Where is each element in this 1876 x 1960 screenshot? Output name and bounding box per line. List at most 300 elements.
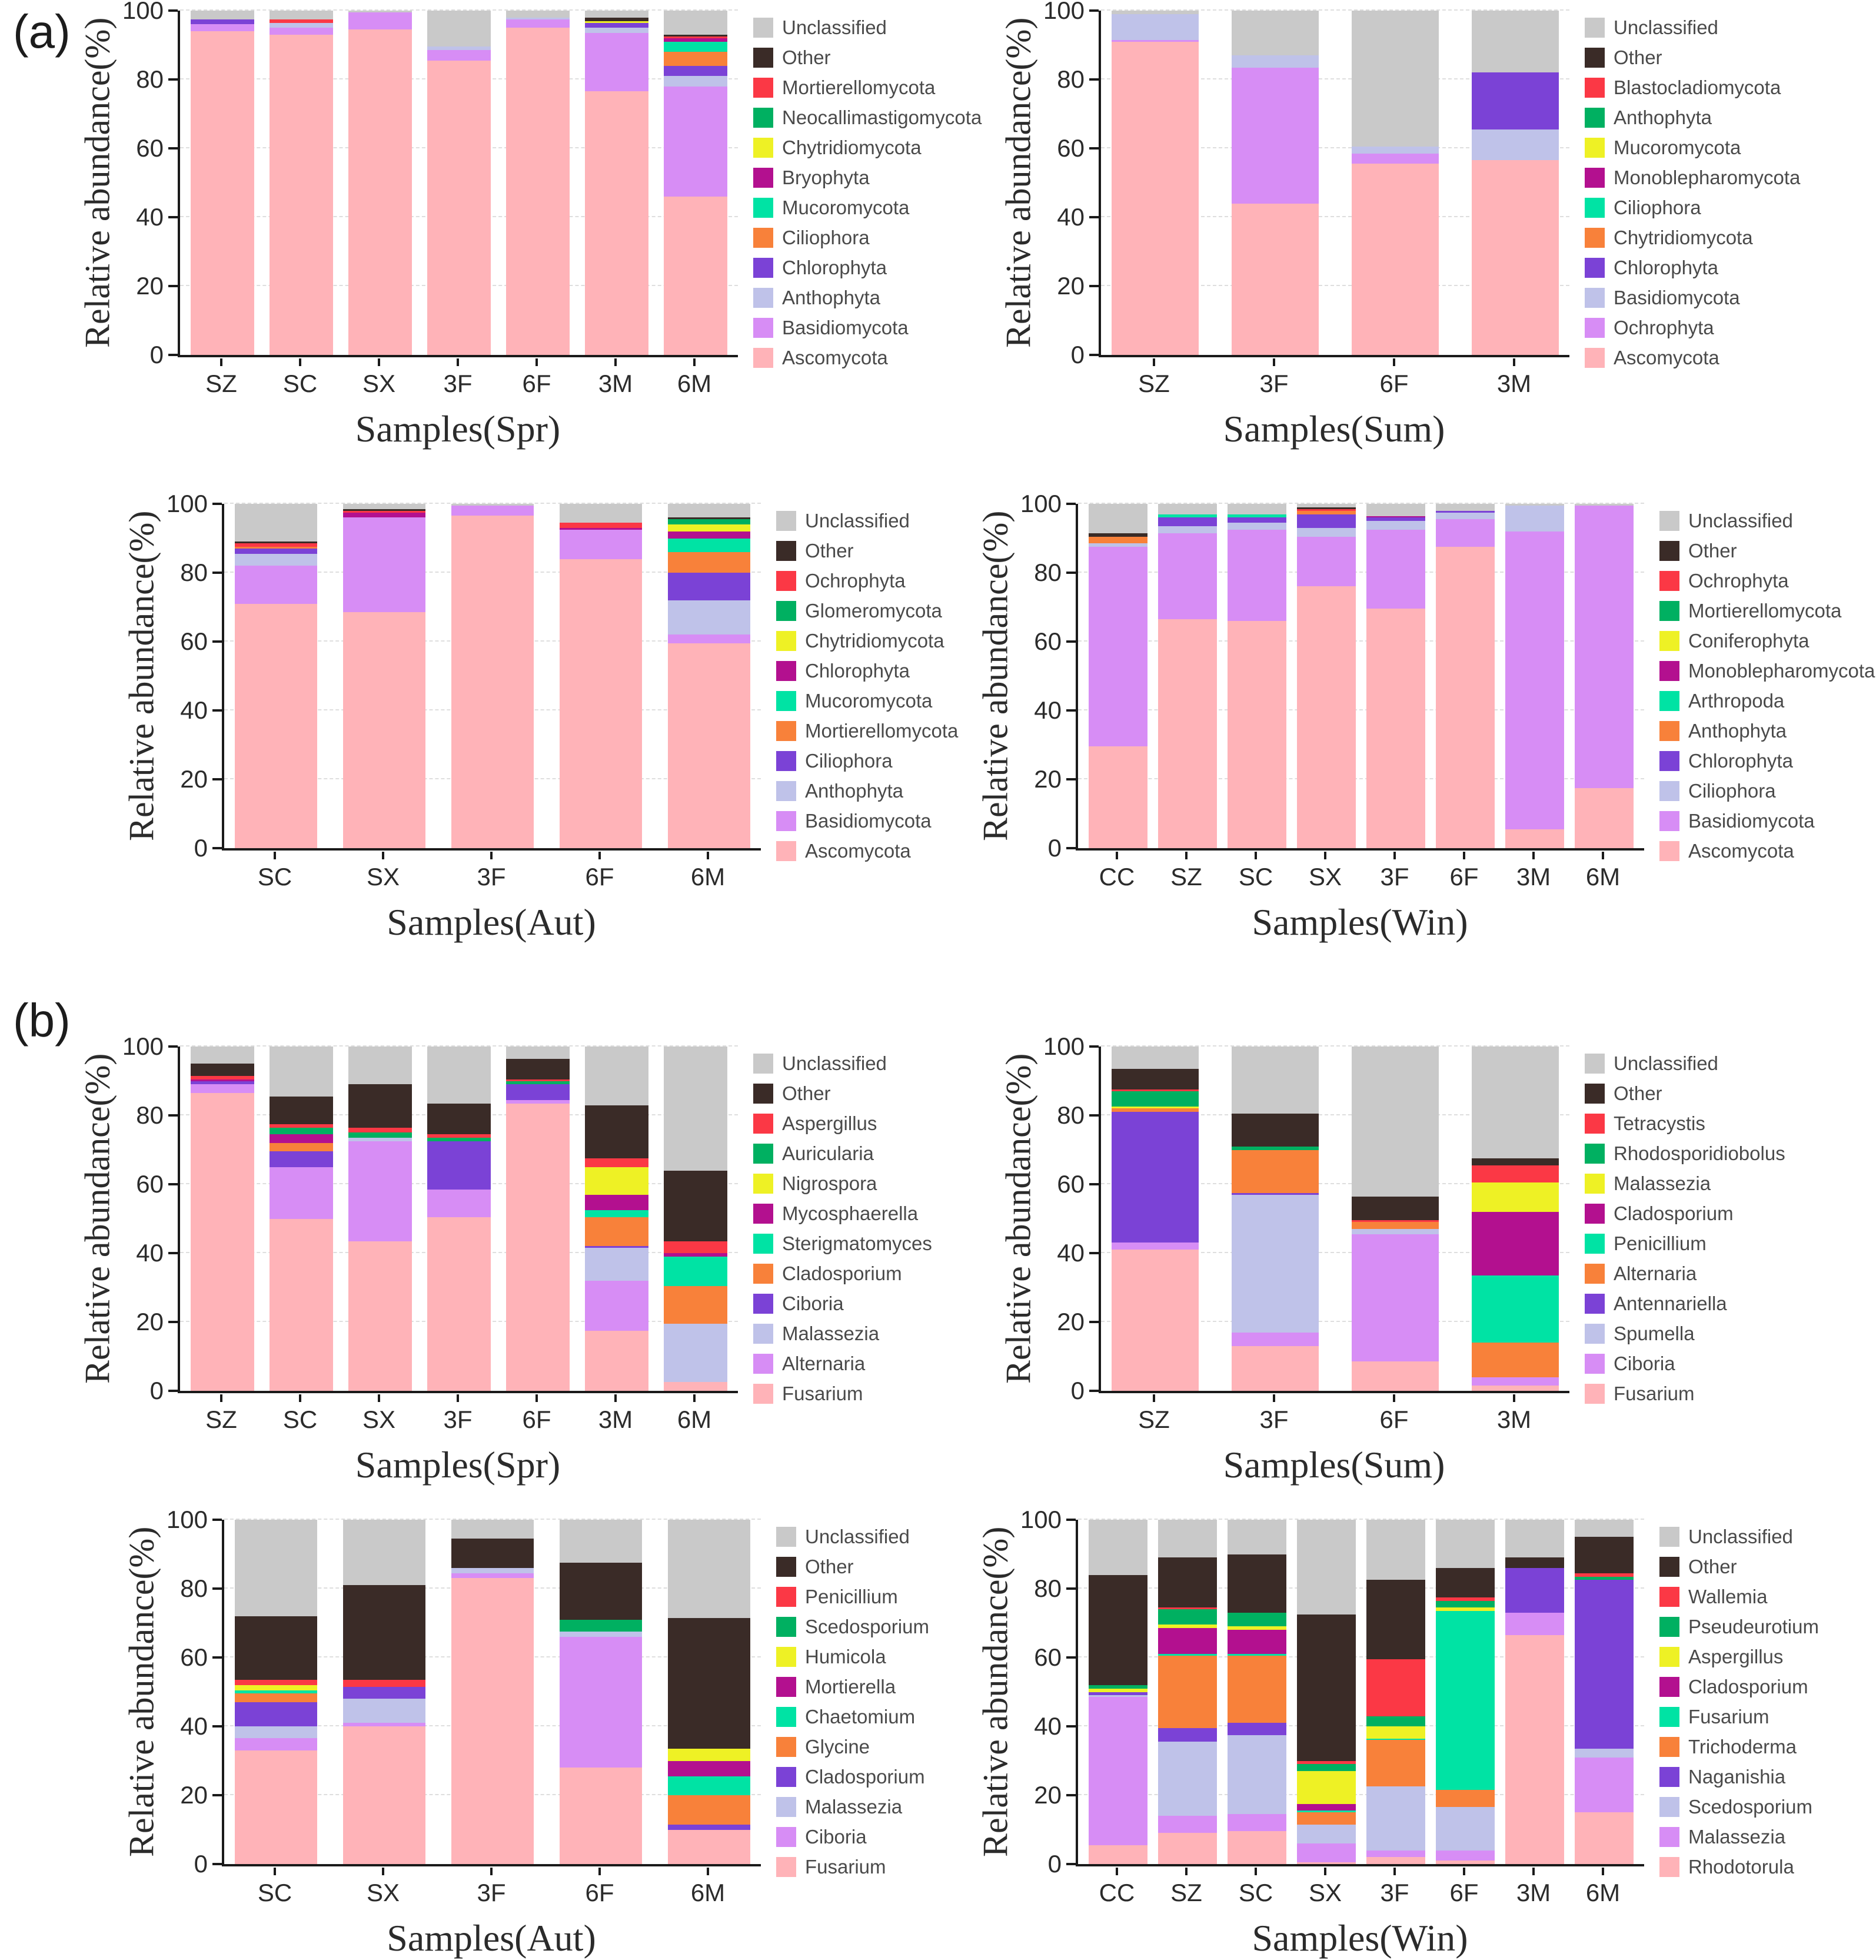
segment-rhodotorula [1228,1831,1286,1864]
y-tick-mark [168,1045,178,1048]
bar-SZ [1112,1047,1199,1391]
stacked-bar-chart-spring-genus [76,1032,977,1487]
legend-item-aspergillus [1659,1646,1876,1668]
segment-cladosporium [1158,1628,1217,1654]
x-tick-label-6M: 6M [663,1394,726,1434]
segment-ascomycota [1505,829,1564,848]
legend-swatch [753,78,773,98]
legend-label: Mortierellomycota [1688,600,1842,622]
x-tick-label-SX: SX [342,852,424,891]
x-tick-label-3M: 3M [584,1394,647,1434]
bar-6M [1575,1520,1634,1864]
y-tick-mark [168,1183,178,1185]
legend [1659,510,1876,862]
legend-label: Ascomycota [782,347,888,368]
segment-ciboria [506,1084,570,1099]
segment-penicillium [1472,1275,1559,1343]
legend-swatch [1585,1294,1605,1314]
legend-label: Other [1688,1556,1737,1577]
legend-swatch [1659,1797,1679,1817]
legend-label: Fusarium [1688,1706,1769,1728]
segment-ascomycota [585,91,648,355]
segment-unclassified [427,11,491,46]
bar-CC [1089,504,1147,848]
segment-unclassified [235,1520,317,1616]
segment-unclassified [235,504,317,542]
segment-unclassified [1436,504,1495,511]
segment-spumella [1232,1195,1319,1333]
legend-label: Other [805,1556,854,1577]
segment-ascomycota [506,28,570,355]
y-tick-label: 80 [1057,1101,1085,1129]
legend-item-antennariella [1585,1293,1808,1315]
legend-label: Basidiomycota [805,810,932,832]
x-axis-title: Samples(Aut) [387,901,596,943]
legend-label: Mucoromycota [1614,137,1741,158]
x-axis-title: Samples(Aut) [387,1917,596,1959]
legend-item-ascomycota [776,840,1000,862]
legend-item-glomeromycota [776,600,1000,622]
legend-swatch [776,1857,796,1877]
y-tick-label: 40 [180,1712,208,1740]
segment-glycine [235,1693,317,1702]
segment-other [1232,1114,1319,1147]
bar-3F [451,504,534,848]
legend-item-ochrophyta [1585,317,1808,339]
segment-basidiomycota [1472,129,1559,161]
legend-item-ciliophora [753,227,977,249]
segment-ciboria [1232,1333,1319,1346]
y-axis-title: Relative abundance(%) [122,510,161,842]
x-tick-label-3M: 3M [1504,852,1563,891]
segment-ochrophyta [560,523,642,528]
segment-fusarium [506,1104,570,1391]
segment-unclassified [506,1047,570,1058]
segment-rhodotorula [1158,1833,1217,1864]
y-axis [119,1032,178,1404]
segment-unclassified [1228,1520,1286,1554]
segment-scedosporium [560,1620,642,1632]
legend-item-chytridiomycota [1585,227,1808,249]
legend-label: Monoblepharomycota [1688,660,1875,682]
legend-item-mucoromycota [753,197,977,219]
legend-item-mucoromycota [776,690,1000,712]
y-tick-label: 20 [136,272,164,300]
x-tick-label-6F: 6F [1435,1868,1494,1907]
bar-SX [343,1520,425,1864]
legend-label: Arthropoda [1688,690,1785,712]
y-tick-0 [1071,1377,1099,1405]
x-tick-label-6M: 6M [663,358,726,398]
legend [1585,16,1808,369]
segment-trichoderma [1366,1740,1425,1786]
segment-other [1505,1557,1564,1568]
bar-SZ [191,1047,254,1391]
y-tick-80 [136,65,178,94]
bar-SX [348,11,412,355]
segment-naganishia [1158,1728,1217,1742]
y-tick-label: 60 [1057,1170,1085,1198]
segment-unclassified [1158,504,1217,514]
segment-basidiomycota [427,50,491,61]
x-tick-label-3F: 3F [450,1868,533,1907]
y-tick-mark [168,147,178,150]
y-tick-label: 0 [1070,341,1085,368]
legend-swatch [776,1737,796,1757]
segment-aspergillus [1297,1771,1356,1804]
y-tick-80 [180,1574,222,1603]
legend-label: Unclassified [1688,1526,1793,1547]
legend-label: Rhodosporidiobolus [1614,1142,1785,1164]
legend-label: Alternaria [1614,1263,1697,1284]
legend-swatch [1659,1617,1679,1637]
x-tick-label-SZ: SZ [1157,1868,1216,1907]
y-tick-label: 100 [1043,0,1085,24]
segment-mortierella [668,1761,750,1776]
legend-label: Trichoderma [1688,1736,1797,1758]
legend-swatch [1585,1144,1605,1164]
legend-swatch [776,661,796,681]
segment-chlorophyta [668,531,750,539]
legend-label: Rhodotorula [1688,1856,1794,1878]
y-tick-label: 60 [1034,1643,1062,1671]
segment-trichoderma [1297,1812,1356,1824]
bar-3M [585,11,648,355]
y-tick-label: 80 [1034,1574,1062,1602]
y-tick-label: 40 [1057,203,1085,231]
x-tick-labels [1077,1868,1643,1907]
y-tick-label: 100 [166,1506,208,1533]
y-tick-label: 0 [149,1377,164,1404]
legend [753,16,982,369]
segment-unclassified [270,11,333,19]
y-tick-label: 40 [1034,1712,1062,1740]
legend-item-other [1659,1556,1876,1578]
legend-swatch [1585,1234,1605,1254]
y-tick-60 [136,134,178,162]
segment-malassezia [1158,1816,1217,1833]
legend-item-other [1585,1082,1808,1105]
legend-label: Unclassified [805,510,910,531]
legend-label: Chlorophyta [1688,750,1793,772]
y-tick-mark [1066,572,1076,574]
segment-ciliophora [1158,526,1217,533]
legend-swatch [753,1234,773,1254]
plot-area [178,11,738,357]
segment-sterigmatomyces [585,1210,648,1217]
bar-SC [235,1520,317,1864]
x-axis-title: Samples(Spr) [355,408,561,450]
plot-area [222,504,761,851]
segment-spumella [1352,1229,1439,1234]
segment-rhodotorula [1575,1812,1634,1864]
y-tick-60 [136,1170,178,1198]
segment-ascomycota [1297,586,1356,848]
y-tick-80 [136,1101,178,1130]
segment-unclassified [664,1047,727,1171]
legend-label: Chytridiomycota [782,137,922,158]
legend-label: Anthophyta [805,780,903,802]
legend-item-cladosporium [1585,1202,1808,1225]
segment-chlorophyta [191,19,254,25]
legend-swatch [776,631,796,651]
segment-scedosporium [1158,1742,1217,1816]
segment-other [451,1539,534,1568]
plot-area [1076,504,1644,851]
legend-label: Naganishia [1688,1766,1786,1788]
legend-label: Chlorophyta [1614,257,1718,278]
segment-fusarium [191,1093,254,1391]
y-tick-mark [212,1587,222,1590]
legend-label: Anthophyta [1688,720,1787,742]
legend-item-wallemia [1659,1586,1876,1608]
segment-cladosporium [270,1143,333,1152]
y-tick-label: 40 [1034,696,1062,724]
y-tick-label: 80 [136,65,164,93]
legend-item-chlorophyta [753,257,977,279]
segment-ciliophora [668,573,750,600]
segment-basidiomycota [191,24,254,31]
segment-alternaria [427,1190,491,1217]
legend-swatch [1659,631,1679,651]
legend-swatch [1585,1174,1605,1194]
legend-item-ascomycota [1659,840,1876,862]
y-tick-100 [122,0,178,25]
legend-label: Sterigmatomyces [782,1233,932,1254]
y-tick-label: 0 [149,341,164,368]
segment-ascomycota [1352,164,1439,355]
legend-swatch [776,1647,796,1667]
segment-auricularia [270,1128,333,1135]
bar-SC [1228,1520,1286,1864]
legend-item-pseudeurotium [1659,1616,1876,1638]
y-tick-0 [150,341,178,369]
legend-label: Mortierellomycota [805,720,959,742]
segment-unclassified [1228,504,1286,514]
legend-label: Chytridiomycota [1614,227,1753,248]
segment-anthophyta [235,554,317,566]
legend-item-mycosphaerella [753,1202,977,1225]
legend-swatch [753,18,773,38]
y-tick-40 [1057,203,1099,231]
x-tick-label-SC: SC [268,358,332,398]
segment-trichoderma [1228,1656,1286,1723]
x-tick-labels [1100,358,1568,398]
legend-item-mortierellomycota [776,720,1000,742]
y-tick-40 [136,1239,178,1267]
y-tick-mark [1089,9,1099,12]
legend-label: Aspergillus [1688,1646,1784,1667]
segment-alternaria [1352,1222,1439,1229]
legend-item-unclassified [776,510,1000,532]
bar-SZ [1158,504,1217,848]
legend-item-chytridiomycota [776,630,1000,652]
bar-6F [506,1047,570,1391]
legend-label: Cladosporium [782,1263,902,1284]
legend-item-ciliophora [1585,197,1808,219]
segment-unclassified [585,11,648,18]
segment-ascomycota [1575,788,1634,848]
y-tick-mark [212,1863,222,1865]
y-tick-80 [1034,1574,1076,1603]
x-tick-label-SZ: SZ [1110,1394,1198,1434]
legend-item-glycine [776,1736,1000,1758]
segment-other [668,1618,750,1749]
bar-3F [1366,1520,1425,1864]
segment-humicola [235,1685,317,1690]
y-tick-0 [1048,834,1076,862]
legend-item-scedosporium [776,1616,1000,1638]
legend-item-unclassified [753,1052,977,1075]
y-tick-0 [194,834,222,862]
legend-label: Tetracystis [1614,1112,1705,1134]
segment-basidiomycota [1366,530,1425,609]
y-axis-title: Relative abundance(%) [999,1053,1038,1384]
segment-rhodotorula [1089,1845,1147,1864]
legend-swatch [1659,691,1679,711]
legend-swatch [753,1204,773,1224]
segment-ascomycota [427,61,491,355]
segment-unclassified [1575,1520,1634,1537]
legend-label: Ciliophora [1688,780,1776,802]
bar-3F [427,1047,491,1391]
y-tick-40 [180,696,222,725]
legend-label: Basidiomycota [1688,810,1815,832]
legend-label: Fusarium [1614,1383,1695,1404]
x-tick-label-6F: 6F [505,358,568,398]
segment-ascomycota [1228,621,1286,848]
legend-item-blastocladiomycota [1585,77,1808,99]
segment-basidiomycota [506,19,570,28]
legend-label: Pseudeurotium [1688,1616,1819,1637]
legend-item-other [753,1082,977,1105]
legend-swatch [776,1587,796,1607]
legend-swatch [1659,1737,1679,1757]
segment-rhodosporidiobolus [1112,1091,1199,1107]
segment-basidiomycota [235,566,317,603]
legend-label: Humicola [805,1646,886,1667]
legend-label: Fusarium [805,1856,886,1878]
y-axis [1017,490,1076,862]
legend-swatch [1659,1677,1679,1697]
y-tick-mark [1066,847,1076,849]
legend-label: Ciboria [805,1826,867,1848]
bar-6M [668,504,750,848]
segment-anthophyta [668,600,750,635]
y-tick-label: 80 [1057,65,1085,93]
x-tick-label-SZ: SZ [1110,358,1198,398]
segment-malassezia [585,1248,648,1281]
segment-alternaria [191,1084,254,1093]
segment-rhodotorula [1297,1862,1356,1864]
y-axis [163,1506,222,1878]
legend-swatch [776,541,796,561]
segment-humicola [668,1749,750,1760]
legend-item-cladosporium [753,1263,977,1285]
legend-swatch [776,1557,796,1577]
legend-swatch [776,571,796,591]
segment-rhodotorula [1505,1635,1564,1864]
y-tick-mark [1066,709,1076,712]
legend-swatch [1659,811,1679,831]
legend-item-fusarium [1585,1383,1808,1405]
legend-item-ascomycota [1585,347,1808,369]
legend-swatch [1585,108,1605,128]
segment-unclassified [1505,1520,1564,1557]
segment-other [1112,1069,1199,1089]
bar-SC [1228,504,1286,848]
segment-penicillium [235,1680,317,1685]
y-tick-40 [180,1712,222,1740]
legend-label: Basidiomycota [1614,287,1740,308]
segment-ascomycota [343,612,425,848]
legend-item-penicillium [776,1586,1000,1608]
bar-SC [270,1047,333,1391]
segment-unclassified [506,11,570,18]
segment-pseudeurotium [1436,1601,1495,1608]
segment-basidiomycota [1575,506,1634,788]
legend-swatch [753,168,773,188]
y-tick-mark [1089,1252,1099,1254]
bar-SC [270,11,333,355]
segment-cladosporium [343,1687,425,1699]
segment-malassezia [451,1568,534,1573]
y-tick-mark [168,216,178,218]
segment-malassezia [1472,1182,1559,1212]
bar-6M [664,1047,727,1391]
segment-malassezia [1436,1851,1495,1861]
segment-unclassified [427,1047,491,1104]
x-tick-label-6F: 6F [1351,358,1438,398]
legend-label: Ascomycota [805,840,911,862]
legend-label: Mortierellomycota [782,77,936,98]
y-tick-mark [212,1656,222,1659]
legend-swatch [1585,168,1605,188]
y-tick-mark [1066,1587,1076,1590]
legend-swatch [753,1294,773,1314]
legend-label: Other [805,540,854,562]
legend-label: Chaetomium [805,1706,916,1728]
legend-swatch [753,1144,773,1164]
segment-unclassified [668,1520,750,1618]
y-tick-100 [1020,490,1076,518]
y-tick-mark [1066,640,1076,643]
x-tick-label-3F: 3F [1230,1394,1318,1434]
y-axis [1017,1506,1076,1878]
segment-penicillium [343,1680,425,1687]
legend-swatch [753,228,773,248]
segment-malassezia [1297,1843,1356,1862]
bar-3F [451,1520,534,1864]
y-tick-100 [167,490,222,518]
legend-item-tetracystis [1585,1112,1808,1135]
y-tick-60 [1034,627,1076,656]
segment-other [1352,1197,1439,1221]
y-tick-label: 60 [136,1170,164,1198]
y-tick-label: 80 [136,1101,164,1129]
segment-naganishia [1228,1723,1286,1735]
legend-item-ascomycota [753,347,977,369]
legend-item-chaetomium [776,1706,1000,1728]
plot-area [178,1047,738,1393]
bar-3M [1472,1047,1559,1391]
legend-swatch [776,1797,796,1817]
segment-ciboria [451,1573,534,1579]
legend-label: Unclassified [1614,1052,1718,1074]
y-tick-mark [168,1321,178,1323]
segment-unclassified [1297,1520,1356,1614]
legend-swatch [753,348,773,368]
